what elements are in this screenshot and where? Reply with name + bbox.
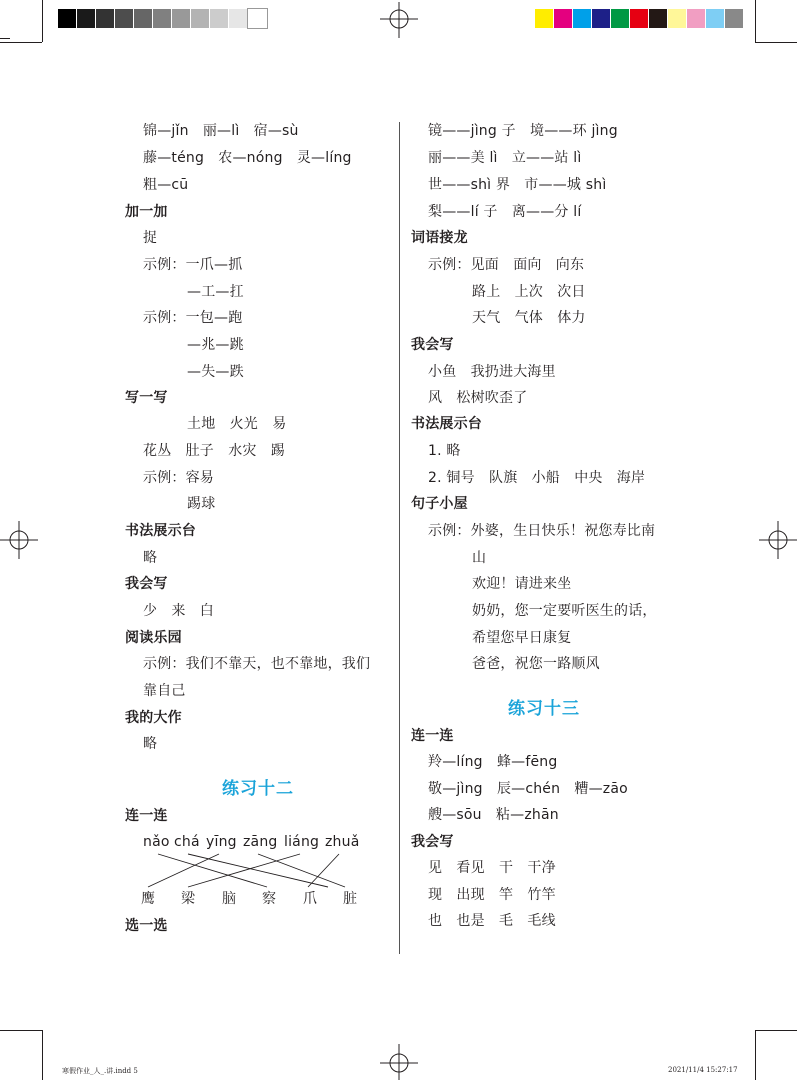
color-swatch	[535, 9, 554, 28]
answer-line: 藤—téng 农—nóng 灵—líng	[143, 150, 352, 166]
section-heading: 书法展示台	[411, 416, 482, 432]
exercise-title: 练习十三	[508, 699, 580, 719]
character-label: 脑	[222, 891, 237, 907]
answer-line: 羚—líng 蜂—fēng	[428, 754, 558, 770]
answer-line: 略	[143, 550, 158, 566]
pinyin-label: nǎo	[143, 834, 170, 850]
answer-line: 欢迎！请进来坐	[472, 576, 572, 592]
answer-line: 奶奶，您一定要听医生的话，	[472, 603, 657, 619]
answer-line: 敬—jìng 辰—chén 糟—zāo	[428, 781, 628, 797]
color-swatch	[554, 9, 573, 28]
character-label: 梁	[181, 891, 196, 907]
answer-line: 山	[472, 550, 487, 566]
color-swatch	[153, 9, 172, 28]
color-swatch	[191, 9, 210, 28]
registration-mark-bottom-icon	[380, 1042, 418, 1080]
registration-mark-right-icon	[759, 521, 797, 559]
color-swatch	[229, 9, 248, 28]
pinyin-label: zhuǎ	[325, 834, 360, 850]
answer-line: 土地 火光 易	[187, 416, 287, 432]
answer-line: 现 出现 竿 竹竿	[428, 887, 556, 903]
color-swatch	[134, 9, 153, 28]
answer-line: —失—跌	[187, 364, 244, 380]
color-swatch	[248, 9, 267, 28]
answer-line: 风 松树吹歪了	[428, 390, 528, 406]
color-swatch	[630, 9, 649, 28]
answer-line: 示例：见面 面向 向东	[428, 257, 585, 273]
character-label: 爪	[303, 891, 318, 907]
answer-line: 示例：外婆，生日快乐！祝您寿比南	[428, 523, 656, 539]
answer-line: 也 也是 毛 毛线	[428, 913, 556, 929]
character-label: 脏	[343, 891, 358, 907]
answer-line: 捉	[143, 230, 158, 246]
color-swatch	[687, 9, 706, 28]
color-swatch	[725, 9, 744, 28]
answer-line: 天气 气体 体力	[472, 310, 586, 326]
exercise-title: 练习十二	[222, 779, 294, 799]
color-swatch	[58, 9, 77, 28]
file-slug: 寒假作业_人_.讲.indd 5	[62, 1067, 138, 1075]
color-swatch	[611, 9, 630, 28]
character-label: 察	[262, 891, 277, 907]
character-label: 鹰	[141, 891, 156, 907]
color-swatch	[592, 9, 611, 28]
color-swatch	[77, 9, 96, 28]
pinyin-label: zāng	[243, 834, 278, 850]
pinyin-label: yīng	[206, 834, 237, 850]
answer-line: —兆—跳	[187, 337, 244, 353]
answer-line: 少 来 白	[143, 603, 214, 619]
answer-line: 2. 铜号 队旗 小船 中央 海岸	[428, 470, 646, 486]
answer-line: 锦—jǐn 丽—lì 宿—sù	[143, 123, 299, 139]
answer-line: 艘—sōu 粘—zhān	[428, 807, 559, 823]
section-heading: 加一加	[125, 204, 168, 220]
answer-line: 路上 上次 次日	[472, 284, 586, 300]
answer-line: 1. 略	[428, 443, 461, 459]
answer-line: 希望您早日康复	[472, 630, 572, 646]
answer-line: 示例：容易	[143, 470, 214, 486]
registration-mark-left-icon	[0, 521, 38, 559]
color-swatch	[668, 9, 687, 28]
answer-line: 踢球	[187, 496, 216, 512]
pinyin-label: liáng	[284, 834, 320, 850]
section-heading: 书法展示台	[125, 523, 196, 539]
color-swatch	[573, 9, 592, 28]
section-heading: 我会写	[411, 337, 454, 353]
color-swatch	[210, 9, 229, 28]
answer-line: 花丛 肚子 水灾 踢	[143, 443, 285, 459]
section-heading: 我会写	[125, 576, 168, 592]
section-heading: 阅读乐园	[125, 630, 182, 646]
timestamp-slug: 2021/11/4 15:27:17	[668, 1066, 738, 1074]
registration-mark-top-icon	[380, 2, 418, 40]
color-swatch	[706, 9, 725, 28]
answer-line: 靠自己	[143, 683, 186, 699]
answer-line: 镜——jìng 子 境——环 jìng	[428, 123, 618, 139]
section-heading: 连一连	[411, 728, 454, 744]
section-heading: 词语接龙	[411, 230, 468, 246]
answer-line: 梨——lí 子 离——分 lí	[428, 204, 582, 220]
answer-line: 示例：一爪—抓	[143, 257, 243, 273]
answer-line: 粗—cū	[143, 177, 189, 193]
answer-line: 世——shì 界 市——城 shì	[428, 177, 607, 193]
answer-line: 爸爸，祝您一路顺风	[472, 656, 600, 672]
section-heading: 我会写	[411, 834, 454, 850]
answer-line: 略	[143, 736, 158, 752]
section-heading: 句子小屋	[411, 496, 468, 512]
column-divider	[399, 122, 400, 954]
color-swatch	[115, 9, 134, 28]
matching-lines	[140, 850, 370, 890]
pinyin-label: chá	[174, 834, 200, 850]
color-swatch	[172, 9, 191, 28]
color-swatch	[96, 9, 115, 28]
answer-line: 丽——美 lì 立——站 lì	[428, 150, 582, 166]
answer-line: —工—扛	[187, 284, 244, 300]
answer-line: 示例：我们不靠天，也不靠地，我们	[143, 656, 371, 672]
section-heading: 选一选	[125, 918, 168, 934]
color-swatch	[649, 9, 668, 28]
section-heading: 写一写	[125, 390, 168, 406]
section-heading: 我的大作	[125, 710, 182, 726]
answer-line: 小鱼 我扔进大海里	[428, 364, 556, 380]
answer-line: 见 看见 干 干净	[428, 860, 556, 876]
section-heading: 连一连	[125, 808, 168, 824]
answer-line: 示例：一包—跑	[143, 310, 243, 326]
